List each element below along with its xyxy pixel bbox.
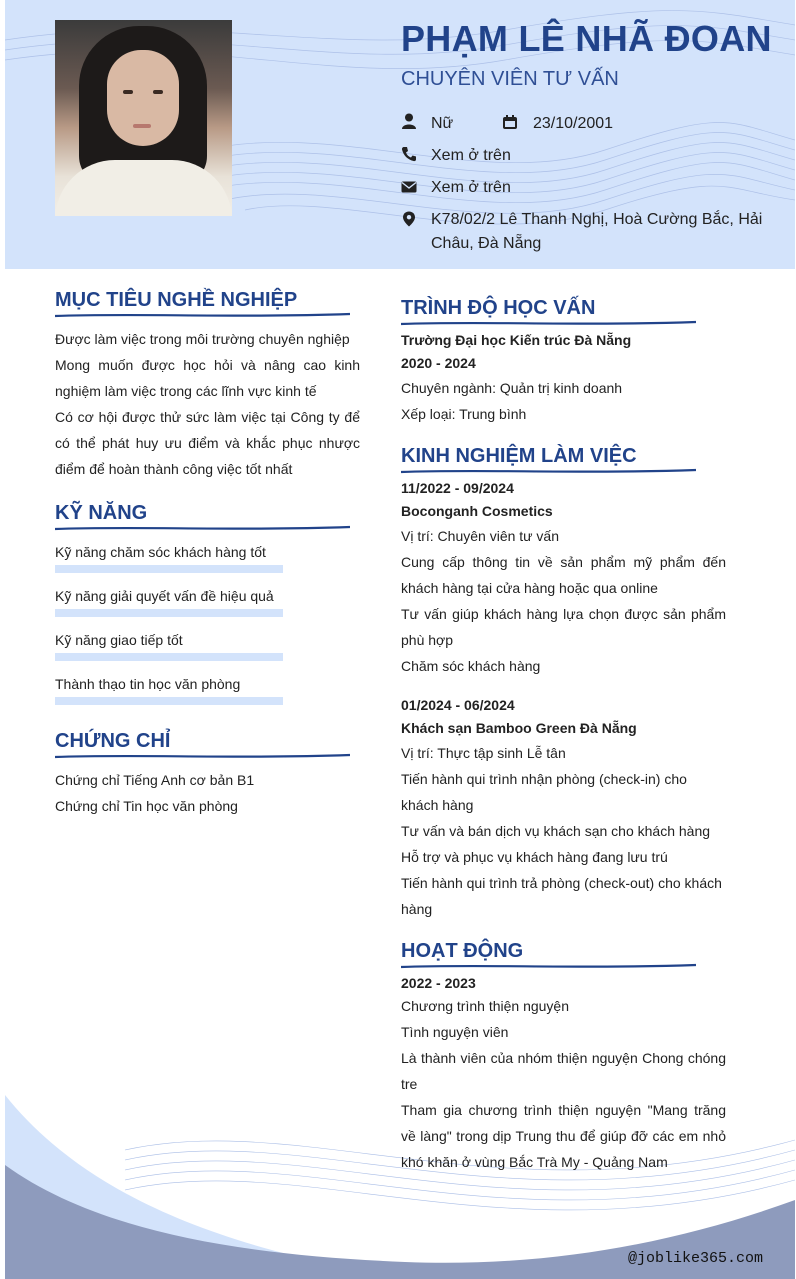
candidate-title: CHUYÊN VIÊN TƯ VẤN [401, 68, 619, 90]
skill-label: Kỹ năng chăm sóc khách hàng tốt [55, 544, 266, 560]
resume-page [5, 0, 795, 1279]
activity-program: Chương trình thiện nguyện [401, 998, 569, 1014]
address-line-2: Châu, Đà Nẵng [431, 235, 542, 252]
education-period: 2020 - 2024 [401, 355, 476, 371]
activity-period: 2022 - 2023 [401, 975, 476, 991]
job-duty: Tiến hành qui trình nhận phòng (check-in) cho khách hàng [401, 771, 687, 813]
activity-detail: Tham gia chương trình thiện nguyện "Mang trăng về làng" trong dịp Trung thu để giúp đỡ các em nhỏ khó khăn ở vùng Bắc Trà My - Quảng Nam [401, 1102, 726, 1170]
gender-value: Nữ [431, 115, 454, 132]
objective-heading-underline [55, 311, 350, 319]
education-major: Chuyên ngành: Quản trị kinh doanh [401, 380, 623, 396]
certificates-heading-underline [55, 752, 350, 760]
activity-role: Tình nguyện viên [401, 1024, 509, 1040]
objective-line: Được làm việc trong môi trường chuyên nghiệp [55, 331, 350, 347]
job-duty: Chăm sóc khách hàng [401, 658, 541, 674]
job-duty: Hỗ trợ và phục vụ khách hàng đang lưu trú [401, 849, 668, 865]
job-period: 01/2024 - 06/2024 [401, 697, 515, 713]
job-details [401, 740, 726, 922]
education-grade: Xếp loại: Trung bình [401, 406, 527, 422]
job-duty: Tư vấn giúp khách hàng lựa chọn được sản phẩm phù hợp [401, 606, 726, 648]
job-period: 11/2022 - 09/2024 [401, 480, 514, 496]
activity-detail: Là thành viên của nhóm thiện nguyện Chong chóng tre [401, 1050, 726, 1092]
certificate-item: Chứng chỉ Tin học văn phòng [55, 798, 238, 814]
experience-heading: KINH NGHIỆM LÀM VIỆC [401, 445, 637, 467]
job-company: Boconganh Cosmetics [401, 503, 553, 519]
skills-heading: KỸ NĂNG [55, 502, 148, 524]
address-value [431, 208, 771, 256]
address-line-1: K78/02/2 Lê Thanh Nghị, Hoà Cường Bắc, Hải [431, 211, 763, 228]
objective-heading: MỤC TIÊU NGHỀ NGHIỆP [55, 289, 298, 311]
experience-heading-underline [401, 467, 696, 475]
activity-details [401, 993, 726, 1175]
skill-level-bar [55, 565, 283, 573]
photo-mouth [133, 124, 151, 128]
job-company: Khách sạn Bamboo Green Đà Nẵng [401, 720, 637, 736]
skills-heading-underline [55, 524, 350, 532]
objective-line: Có cơ hội được thử sức làm việc tại Công ty để có thể phát huy ưu điểm và khắc phục nhược điểm để hoàn thành công việc tốt nhất [55, 409, 360, 477]
candidate-name: PHẠM LÊ NHÃ ĐOAN [401, 18, 772, 59]
skill-level-bar [55, 653, 283, 661]
phone-icon [401, 146, 417, 162]
job-details [401, 523, 726, 679]
skill-level-bar [55, 697, 283, 705]
job-position: Vị trí: Thực tập sinh Lễ tân [401, 745, 566, 761]
photo-eye-left [123, 90, 133, 94]
job-duty: Cung cấp thông tin về sản phẩm mỹ phẩm đến khách hàng tại cửa hàng hoặc qua online [401, 554, 726, 596]
location-pin-icon [401, 211, 417, 227]
skill-label: Kỹ năng giải quyết vấn đề hiệu quả [55, 588, 274, 604]
activities-heading: HOẠT ĐỘNG [401, 940, 524, 962]
birthdate-value: 23/10/2001 [533, 115, 614, 132]
skill-label: Kỹ năng giao tiếp tốt [55, 632, 183, 648]
objective-text [55, 326, 360, 482]
person-icon [401, 113, 417, 129]
activities-heading-underline [401, 962, 696, 970]
education-heading: TRÌNH ĐỘ HỌC VẤN [401, 297, 596, 319]
certificates-heading: CHỨNG CHỈ [55, 730, 171, 752]
header [5, 0, 795, 269]
email-icon [401, 179, 417, 195]
education-school: Trường Đại học Kiến trúc Đà Nẵng [401, 332, 632, 348]
calendar-icon [502, 114, 518, 130]
footer-watermark: @joblike365.com [628, 1250, 764, 1267]
certificate-item: Chứng chỉ Tiếng Anh cơ bản B1 [55, 772, 255, 788]
photo-face [107, 50, 179, 146]
certificates-list [55, 767, 254, 819]
email-value: Xem ở trên [431, 179, 511, 196]
skill-level-bar [55, 609, 283, 617]
job-duty: Tiến hành qui trình trả phòng (check-out) cho khách hàng [401, 875, 722, 917]
job-duty: Tư vấn và bán dịch vụ khách sạn cho khách hàng [401, 823, 711, 839]
job-position: Vị trí: Chuyên viên tư vấn [401, 528, 559, 544]
education-heading-underline [401, 319, 696, 327]
skill-label: Thành thạo tin học văn phòng [55, 676, 241, 692]
photo-eye-right [153, 90, 163, 94]
profile-photo [55, 20, 232, 216]
objective-line: Mong muốn được học hỏi và nâng cao kinh nghiệm làm việc trong các lĩnh vực kinh tế [55, 357, 360, 399]
phone-value: Xem ở trên [431, 147, 511, 164]
